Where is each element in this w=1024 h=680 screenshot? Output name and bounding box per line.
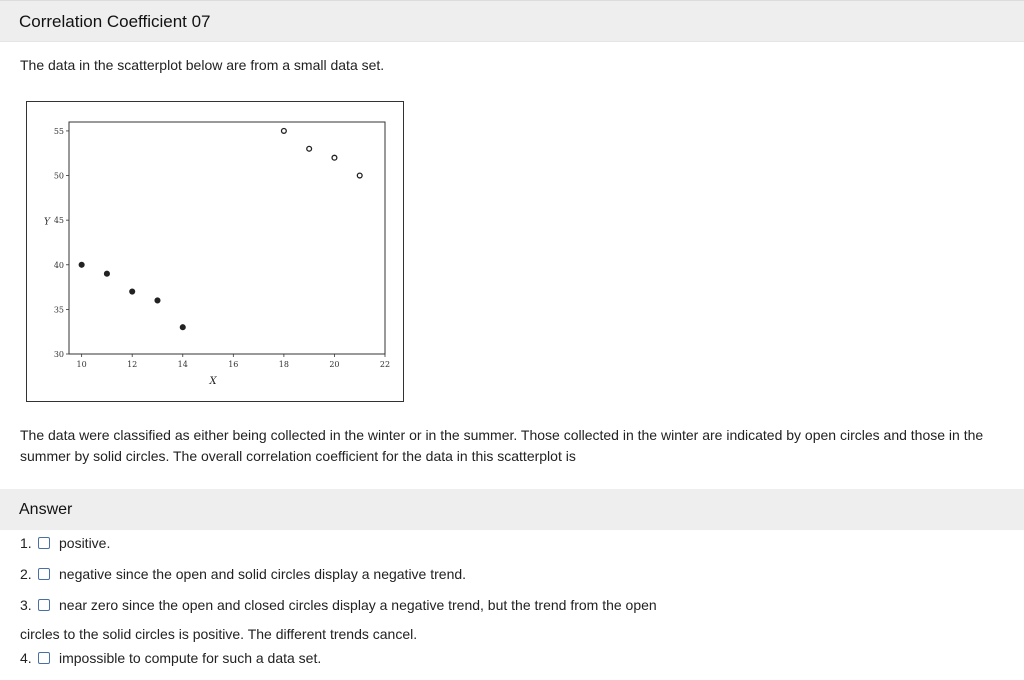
option-text: impossible to compute for such a data set. — [59, 650, 322, 666]
plot-area — [69, 122, 385, 354]
summer-point — [180, 325, 185, 330]
x-tick-label: 12 — [127, 360, 138, 369]
option-3[interactable] — [20, 597, 657, 613]
x-tick-label: 18 — [278, 360, 289, 369]
winter-point — [307, 146, 312, 151]
winter-point — [357, 173, 362, 178]
option-number: 4. — [20, 650, 32, 666]
answer-header — [0, 489, 1024, 530]
x-axis-label: X — [209, 376, 217, 387]
option-number: 3. — [20, 597, 32, 613]
option-1[interactable] — [20, 535, 110, 551]
winter-point — [332, 155, 337, 160]
scatterplot — [27, 102, 403, 401]
page-title: Correlation Coefficient 07 — [19, 12, 211, 31]
x-tick-label: 10 — [76, 360, 87, 369]
question-intro: The data in the scatterplot below are from a small data set. — [20, 57, 385, 73]
scatterplot-frame — [26, 101, 404, 402]
option-text: near zero since the open and closed circles display a negative trend, but the trend from the open — [59, 597, 657, 613]
x-tick-label: 20 — [329, 360, 340, 369]
answer-label: Answer — [19, 501, 73, 518]
summer-point — [79, 262, 84, 267]
option-1-checkbox[interactable] — [38, 537, 50, 549]
option-text: positive. — [59, 535, 111, 551]
option-3-continuation: circles to the solid circles is positive. The different trends cancel. — [20, 626, 418, 642]
option-2[interactable] — [20, 566, 466, 582]
question-description: The data were classified as either being collected in the winter or in the summer. Those collected in the winter are indicated by open circles and those in the summer by solid circles. The overall correlation coefficient for the data in this scatterplot is — [20, 427, 984, 464]
x-tick-label: 14 — [177, 360, 188, 369]
option-3-checkbox[interactable] — [38, 599, 50, 611]
y-tick-label: 50 — [53, 171, 64, 181]
summer-point — [130, 289, 135, 294]
option-text: negative since the open and solid circles display a negative trend. — [59, 566, 467, 582]
option-4-checkbox[interactable] — [38, 652, 50, 664]
option-number: 1. — [20, 535, 32, 551]
y-axis-label: Y — [44, 217, 50, 228]
y-tick-label: 40 — [53, 260, 64, 270]
option-number: 2. — [20, 566, 32, 582]
winter-point — [281, 129, 286, 134]
summer-point — [105, 271, 110, 276]
option-2-checkbox[interactable] — [38, 568, 50, 580]
option-4[interactable] — [20, 650, 321, 666]
y-tick-label: 45 — [53, 216, 64, 226]
y-tick-label: 35 — [53, 305, 64, 315]
x-tick-label: 22 — [379, 360, 391, 369]
x-tick-label: 16 — [228, 360, 239, 369]
summer-point — [155, 298, 160, 303]
page-header — [0, 0, 1024, 42]
y-tick-label: 55 — [53, 126, 64, 136]
y-tick-label: 30 — [53, 350, 64, 359]
